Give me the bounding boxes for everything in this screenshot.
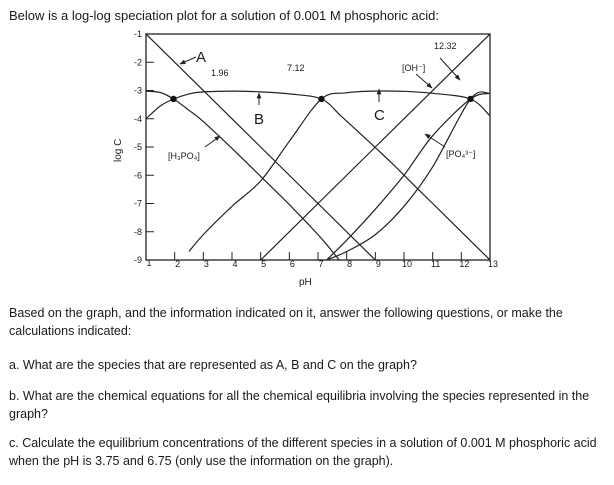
y-tick-label--1: -1 (133, 29, 142, 39)
crossing-point-7-12 (318, 96, 324, 102)
y-tick-label--9: -9 (133, 255, 142, 265)
x-tick-label-3: 3 (203, 259, 209, 269)
intro-text: Below is a log-log speciation plot for a solution of 0.001 M phosphoric acid: (9, 8, 439, 23)
marker-b: B (254, 111, 265, 128)
x-axis-label: pH (299, 277, 312, 288)
crossing-label-1-96: 1.96 (211, 68, 229, 78)
y-tick-label--2: -2 (133, 57, 142, 68)
x-tick-label-8: 8 (347, 259, 353, 269)
x-tick-label-12: 12 (459, 259, 470, 269)
crossing-point-12-32 (467, 96, 473, 102)
y-tick-label--5: -5 (133, 142, 142, 152)
curve-h (146, 34, 375, 260)
crossing-label-7-12: 7.12 (287, 63, 305, 73)
x-tick-label-10: 10 (401, 259, 413, 269)
x-tick-label-5: 5 (261, 259, 267, 269)
x-tick-label-1: 1 (146, 258, 152, 268)
question-intro: Based on the graph, and the information indicated on it, answer the following questions, or make the calculations indicated: (9, 306, 563, 338)
label-po4: [PO₄³⁻] (446, 149, 476, 159)
marker-a: A (196, 49, 207, 66)
arrow-12-32 (440, 58, 460, 80)
crossing-label-12-32: 12.32 (434, 41, 457, 51)
y-tick-label--3: -3 (133, 85, 142, 96)
plot-curves (146, 34, 490, 266)
plot-frame (146, 34, 490, 260)
x-tick-label-2: 2 (175, 259, 181, 269)
y-axis-label: log C (113, 138, 124, 162)
arrow-h3po4 (205, 136, 220, 147)
marker-c: C (374, 107, 385, 124)
question-b: b. What are the chemical equations for all the chemical equilibria involving the species represented in the graph? (9, 389, 590, 421)
y-tick-label--8: -8 (133, 226, 142, 237)
arrow-oh (416, 74, 432, 88)
curve-h3po4 (146, 91, 344, 266)
x-tick-label-11: 11 (430, 259, 441, 269)
label-oh: [OH⁻] (402, 63, 426, 73)
arrow-a (180, 57, 196, 64)
label-h3po4: [H₃PO₄] (168, 151, 200, 161)
x-tick-label-7: 7 (318, 259, 324, 269)
x-tick-label-4: 4 (232, 259, 238, 269)
y-tick-label--4: -4 (133, 113, 142, 124)
y-tick-label--7: -7 (133, 198, 142, 209)
y-tick-label--6: -6 (133, 170, 142, 181)
crossing-point-1-96 (170, 96, 176, 102)
question-a: a. What are the species that are represented as A, B and C on the graph? (9, 358, 417, 372)
x-tick-label-9: 9 (375, 259, 381, 269)
x-tick-label-13: 13 (487, 259, 499, 269)
question-c: c. Calculate the equilibrium concentrations of the different species in a solution of 0.001 M phosphoric acid when the pH is 3.75 and 6.75 (only use the information on the graph). (9, 436, 597, 468)
x-tick-label-6: 6 (289, 259, 295, 269)
